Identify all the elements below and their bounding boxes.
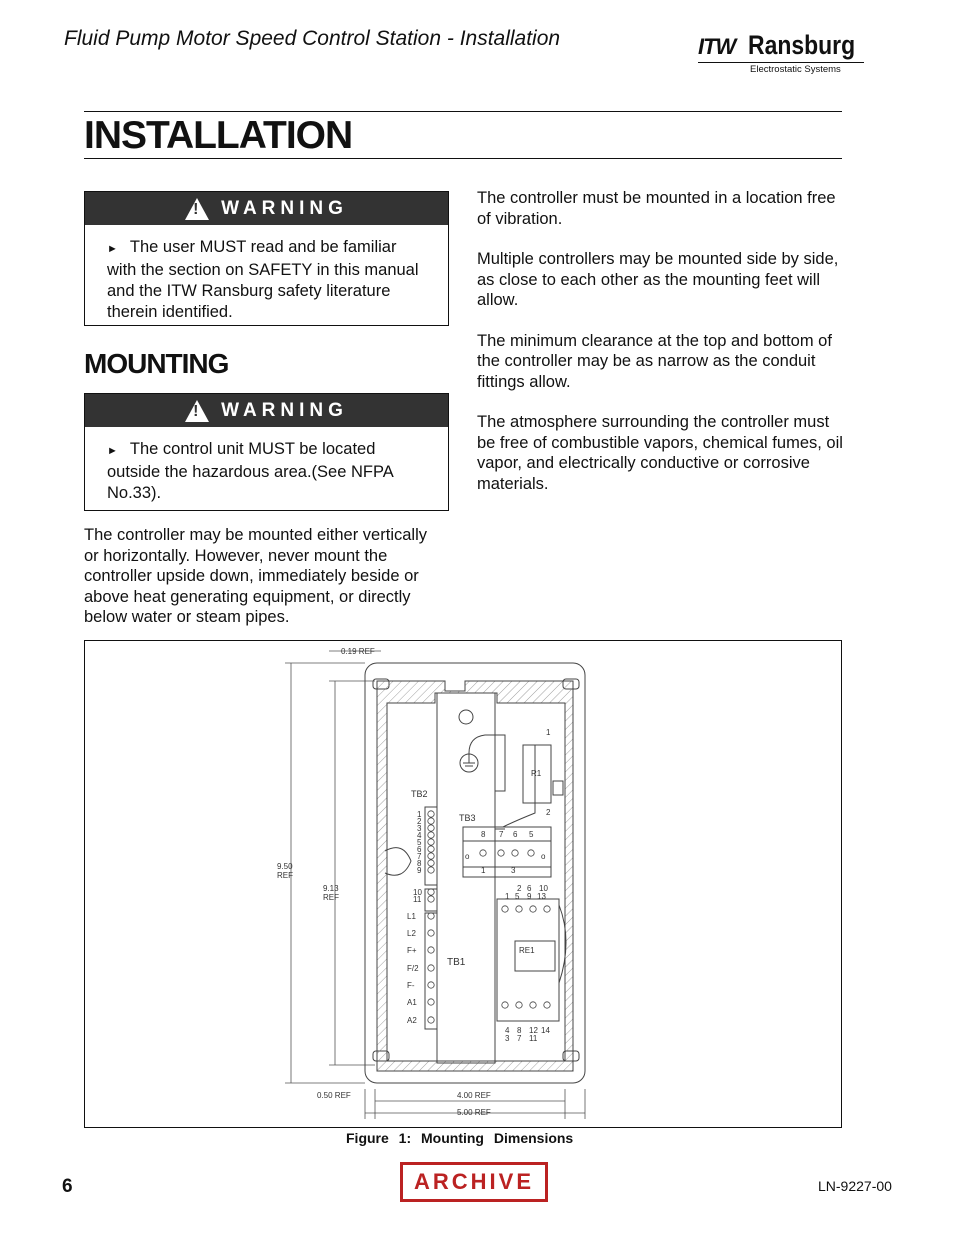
page-header-title: Fluid Pump Motor Speed Control Station - Installation [64, 27, 561, 50]
tb1-terminal-label: A2 [407, 1016, 417, 1025]
tb3-terminal-mark: o [541, 852, 546, 861]
tb1-terminal-label: A1 [407, 998, 417, 1007]
warning-triangle-icon: ! [185, 198, 209, 220]
dim-top: 0.19 REF [341, 647, 375, 656]
label-re1: RE1 [519, 946, 535, 955]
bullet-arrow-icon: ► [107, 445, 118, 457]
terminal-screw [544, 906, 550, 912]
terminal-screw [428, 846, 434, 852]
logo-itw: ITW [698, 34, 736, 59]
tb2-terminal-number: 6 [417, 845, 422, 854]
terminal-screw [516, 906, 522, 912]
tb2-terminal-number: 1 [417, 810, 422, 819]
mounting-drawing [85, 641, 841, 1127]
terminal-screw [428, 839, 434, 845]
re1-terminal-number: 9 [527, 892, 532, 901]
terminal-screw [428, 867, 434, 873]
tb2-terminal-number: 3 [417, 824, 422, 833]
label-r1-pin2: 2 [546, 808, 551, 817]
dim-width-inner: 4.00 REF [457, 1091, 491, 1100]
re1-terminal-number: 12 [529, 1026, 538, 1035]
document-number: LN-9227-00 [818, 1178, 892, 1194]
re1-terminal-number: 14 [541, 1026, 550, 1035]
heading-rule [84, 158, 842, 159]
figure-mounting-dimensions [84, 640, 842, 1128]
paragraph-vibration: The controller must be mounted in a location free of vibration. [477, 189, 836, 228]
warning-box-hazardous [84, 393, 449, 511]
terminal-screw [428, 853, 434, 859]
terminal-screw [516, 1002, 522, 1008]
terminal-screw [480, 850, 486, 856]
paragraph-clearance: The minimum clearance at the top and bottom of the controller may be as narrow as the conduit fittings allow. [477, 331, 832, 391]
terminal-labels [407, 810, 550, 1043]
enclosure-outline [365, 663, 585, 1083]
bullet-arrow-icon: ► [107, 243, 118, 255]
terminal-screw [428, 913, 434, 919]
mounting-paragraph: The controller may be mounted either vertically or horizontally. However, never mount the controller upside down, immediately beside or above heat generating equipment, or directly below water or steam pipes. [84, 526, 427, 626]
tb1-terminal-label: F- [407, 981, 415, 990]
archive-stamp: ARCHIVE [400, 1162, 548, 1202]
warning-header [85, 394, 448, 427]
re1-terminal-number: 6 [527, 884, 532, 893]
terminal-screw [428, 1017, 434, 1023]
warning-label: WARNING [221, 399, 348, 421]
re1-terminal-number: 11 [529, 1034, 538, 1043]
tb2-terminal-screws [428, 811, 550, 1023]
figure-caption: Figure 1: Mounting Dimensions [346, 1130, 574, 1146]
tb3-terminal-number: 8 [481, 830, 486, 839]
dim-bottom-left: 0.50 REF [317, 1091, 351, 1100]
terminal-screw [428, 818, 434, 824]
dim-height-outer-ref: REF [277, 871, 293, 880]
terminal-screw [530, 906, 536, 912]
tb2-terminal-number: 8 [417, 859, 422, 868]
tb2-terminal-number: 5 [417, 838, 422, 847]
logo-subtitle: Electrostatic Systems [750, 64, 841, 75]
paragraph-atmosphere: The atmosphere surrounding the controller must be free of combustible vapors, chemical fumes, oil vapor, and electrically conductive or corrosive materials. [477, 413, 843, 493]
terminal-screw [428, 930, 434, 936]
re1-terminal-number: 10 [539, 884, 548, 893]
tb3-terminal-mark: o [465, 852, 470, 861]
section-heading-mounting: MOUNTING [84, 348, 229, 379]
terminal-screw [428, 982, 434, 988]
terminal-screw [502, 1002, 508, 1008]
re1-terminal-number: 13 [537, 892, 546, 901]
terminal-screw [530, 1002, 536, 1008]
warning-text [85, 225, 448, 323]
dim-height-inner-value: 9.13 [323, 884, 339, 893]
terminal-screw [428, 947, 434, 953]
re1-terminal-number: 7 [517, 1034, 522, 1043]
tb1-terminal-label: F/2 [407, 964, 419, 973]
top-rule [84, 111, 842, 112]
warning-text-content: The control unit MUST be located outside the hazardous area.(See NFPA No.33). [107, 440, 393, 502]
terminal-screw [428, 811, 434, 817]
terminal-screw [428, 965, 434, 971]
label-r1-pin1: 1 [546, 728, 551, 737]
page-number: 6 [62, 1176, 73, 1197]
re1-terminal-number: 3 [505, 1034, 510, 1043]
terminal-screw [512, 850, 518, 856]
tb2-terminal-number: 2 [417, 817, 422, 826]
warning-triangle-icon: ! [185, 400, 209, 422]
terminal-screw [544, 1002, 550, 1008]
tb2-terminal-number: 7 [417, 852, 422, 861]
label-tb1: TB1 [447, 957, 466, 968]
dim-height-inner-ref: REF [323, 893, 339, 902]
right-column [477, 188, 843, 494]
tb1-terminal-label: L1 [407, 912, 416, 921]
tb2-terminal-number: 9 [417, 866, 422, 875]
terminal-screw [528, 850, 534, 856]
logo-name: Ransburg [748, 30, 856, 60]
warning-header [85, 192, 448, 225]
terminal-screw [428, 825, 434, 831]
warning-box-safety [84, 191, 449, 326]
label-r1: R1 [531, 769, 542, 778]
tb1-terminal-label: F+ [407, 946, 417, 955]
terminal-screw [498, 850, 504, 856]
terminal-screw [428, 896, 434, 902]
paragraph-side-by-side: Multiple controllers may be mounted side by side, as close to each other as the mounting feet will allow. [477, 250, 839, 309]
re1-terminal-number: 4 [505, 1026, 510, 1035]
warning-text-content: The user MUST read and be familiar with the section on SAFETY in this manual and the ITW Ransburg safety literature therein identified. [107, 238, 419, 321]
logo-divider [698, 62, 864, 63]
terminal-screw [502, 906, 508, 912]
tb3-terminal-number: 5 [529, 830, 534, 839]
label-tb3: TB3 [459, 813, 476, 823]
tb3-terminal-number: 6 [513, 830, 518, 839]
dim-width-outer: 5.00 REF [457, 1108, 491, 1117]
warning-label: WARNING [221, 197, 348, 219]
tb2-terminal-number: 10 [413, 888, 422, 897]
tb3-terminal-number: 7 [499, 830, 504, 839]
tb2-terminal-number: 4 [417, 831, 422, 840]
terminal-screw [428, 889, 434, 895]
figure-labels [277, 647, 551, 1117]
terminal-screw [428, 860, 434, 866]
re1-terminal-number: 5 [515, 892, 520, 901]
itw-ransburg-logo [698, 28, 868, 78]
tb3-terminal-number: 1 [481, 866, 486, 875]
label-tb2: TB2 [411, 789, 428, 799]
tb1-terminal-label: L2 [407, 929, 416, 938]
terminal-screw [428, 999, 434, 1005]
re1-terminal-number: 1 [505, 892, 510, 901]
section-heading-installation: INSTALLATION [84, 114, 353, 157]
re1-terminal-number: 8 [517, 1026, 522, 1035]
terminal-screw [428, 832, 434, 838]
tb2-terminal-number: 11 [413, 895, 422, 904]
re1-terminal-number: 2 [517, 884, 522, 893]
tb3-terminal-number: 3 [511, 866, 516, 875]
dim-height-outer-value: 9.50 [277, 862, 293, 871]
warning-text [85, 427, 448, 504]
